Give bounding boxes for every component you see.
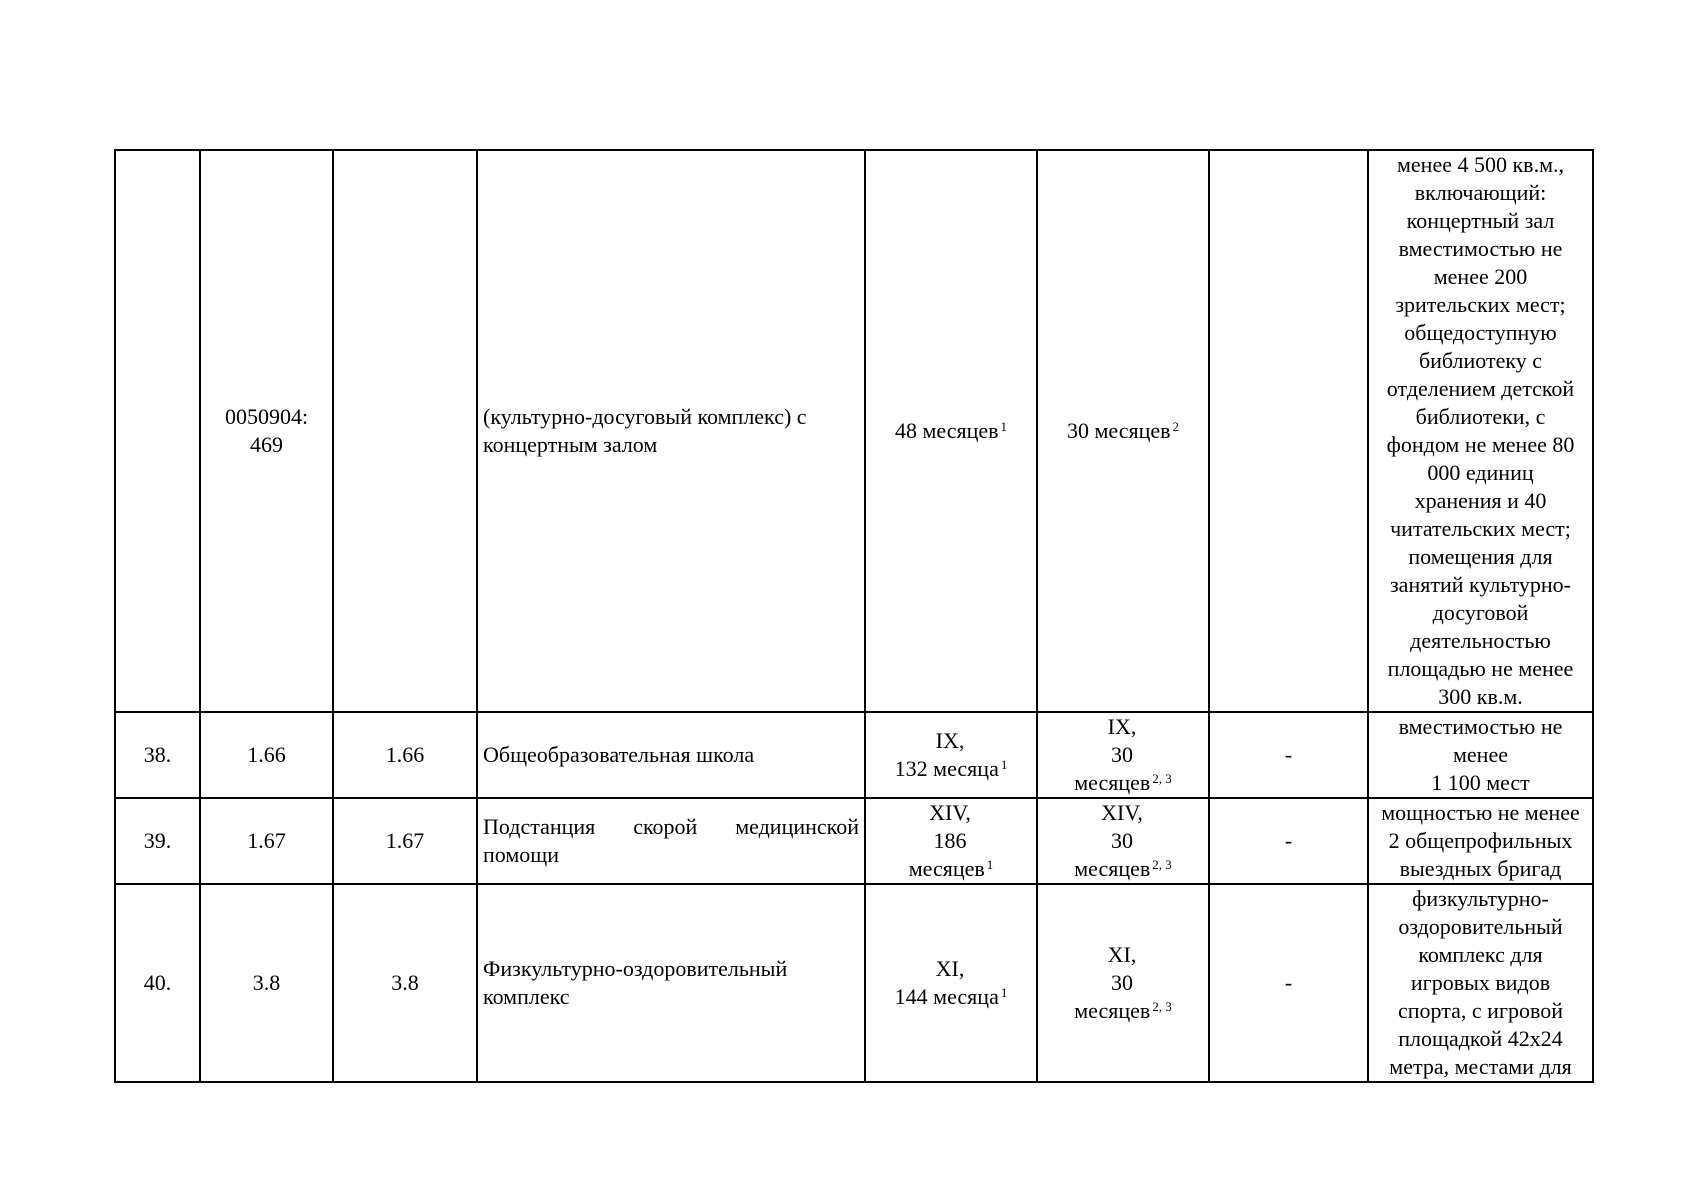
footnote-mark: [1133, 743, 1135, 758]
term-text: месяцев: [1074, 856, 1151, 881]
table-row: [115, 712, 1593, 798]
description-cell: [1368, 150, 1593, 712]
description-line: 000 единиц: [1427, 460, 1534, 485]
term-line: [1043, 969, 1203, 997]
description-line: хранения и 40: [1414, 488, 1547, 513]
term-line: [1043, 417, 1203, 445]
object-name-line: Физкультурно-оздоровительный: [483, 956, 788, 981]
description-line: библиотеку с: [1418, 348, 1543, 373]
term-text: 30: [1111, 742, 1133, 767]
description-line: метра, местами для: [1389, 1054, 1572, 1079]
term-cell-2: [1037, 712, 1209, 798]
footnote-mark: 1: [986, 857, 994, 872]
description-line: концертный зал: [1406, 208, 1555, 233]
term-line: [871, 983, 1031, 1011]
term-line: [1043, 769, 1203, 797]
row-number-cell: [115, 150, 200, 712]
term-line: [871, 755, 1031, 783]
description-cell: [1368, 884, 1593, 1082]
description-line: мощностью не менее: [1381, 800, 1580, 825]
cadastral-number-cell: [200, 712, 333, 798]
description-line: занятий культурно-: [1389, 572, 1572, 597]
description-line: досуговой: [1432, 600, 1529, 625]
description-line: включающий:: [1414, 180, 1547, 205]
term-line: [871, 417, 1031, 445]
footnote-mark: [967, 829, 969, 844]
description-line: 300 кв.м.: [1438, 684, 1523, 709]
term-text: IX,: [1107, 714, 1137, 739]
cadastral-number-cell: [200, 798, 333, 884]
footnote-mark: [1133, 829, 1135, 844]
description-line: помещения для: [1408, 544, 1553, 569]
extra-cell: -: [1209, 798, 1368, 884]
description-line: 1 100 мест: [1431, 770, 1530, 795]
term-cell-2: [1037, 884, 1209, 1082]
description-cell: [1368, 798, 1593, 884]
plan-number-cell: 1.67: [333, 798, 477, 884]
row-number-cell: 40.: [115, 884, 200, 1082]
term-text: 30: [1111, 828, 1133, 853]
plan-number-cell: 3.8: [333, 884, 477, 1082]
term-line: [871, 855, 1031, 883]
plan-number-cell: 1.66: [333, 712, 477, 798]
description-line: читательских мест;: [1390, 516, 1571, 541]
description-line: библиотеки, с: [1415, 404, 1546, 429]
footnote-mark: 2, 3: [1152, 771, 1172, 786]
term-text: месяцев: [1074, 770, 1151, 795]
description-line: вместимостью не: [1398, 714, 1563, 739]
table-row: [115, 884, 1593, 1082]
footnote-mark: [1133, 971, 1135, 986]
description-line: выездных бригад: [1399, 856, 1562, 881]
description-line: менее: [1453, 742, 1508, 767]
table-row: [115, 798, 1593, 884]
term-cell-2: [1037, 150, 1209, 712]
object-name-line: помощи: [483, 842, 559, 867]
object-name-line: Подстанция скорой медицинской: [483, 814, 859, 839]
extra-cell: -: [1209, 712, 1368, 798]
object-name-cell: [477, 712, 865, 798]
term-line: [1043, 713, 1203, 741]
term-text: 30 месяцев: [1066, 418, 1171, 443]
footnote-mark: 2: [1172, 419, 1180, 434]
footnote-mark: 2, 3: [1152, 857, 1172, 872]
footnote-mark: 1: [1000, 757, 1008, 772]
description-line: комплекс для: [1418, 942, 1543, 967]
cadastral-number-line: 469: [250, 432, 283, 457]
footnote-mark: [1136, 943, 1138, 958]
term-line: [1043, 997, 1203, 1025]
term-line: [1043, 827, 1203, 855]
cadastral-number-line: 1.67: [247, 828, 286, 853]
description-cell: [1368, 712, 1593, 798]
term-text: 186: [933, 828, 967, 853]
table-row: [115, 150, 1593, 712]
term-line: [871, 955, 1031, 983]
description-line: 2 общепрофильных: [1388, 828, 1573, 853]
footnote-mark: [964, 957, 966, 972]
description-line: вместимостью не: [1398, 236, 1563, 261]
term-text: 132 месяца: [894, 756, 999, 781]
description-line: площадью не менее: [1387, 656, 1574, 681]
footnote-mark: [971, 801, 973, 816]
object-name-line: Общеобразовательная школа: [483, 742, 755, 767]
cadastral-number-cell: [200, 884, 333, 1082]
term-text: XI,: [1107, 942, 1137, 967]
extra-cell: [1209, 150, 1368, 712]
objects-table: [114, 149, 1594, 1083]
description-line: игровых видов: [1410, 970, 1551, 995]
term-line: [1043, 855, 1203, 883]
row-number-cell: 39.: [115, 798, 200, 884]
term-line: [1043, 799, 1203, 827]
term-cell-1: [865, 884, 1037, 1082]
term-text: 48 месяцев: [894, 418, 999, 443]
object-name-cell: [477, 798, 865, 884]
footnote-mark: 1: [1000, 419, 1008, 434]
footnote-mark: [964, 729, 966, 744]
term-cell-1: [865, 150, 1037, 712]
plan-number-cell: [333, 150, 477, 712]
description-line: общедоступную: [1404, 320, 1557, 345]
object-name-line: концертным залом: [483, 432, 658, 457]
term-text: месяцев: [1074, 998, 1151, 1023]
object-name-line: комплекс: [483, 984, 570, 1009]
term-cell-2: [1037, 798, 1209, 884]
footnote-mark: [1143, 801, 1145, 816]
cadastral-number-line: 1.66: [247, 742, 286, 767]
cadastral-number-line: 0050904:: [224, 404, 309, 429]
footnote-mark: [1136, 715, 1138, 730]
term-line: [1043, 941, 1203, 969]
object-name-cell: [477, 150, 865, 712]
description-line: отделением детской: [1386, 376, 1575, 401]
cadastral-number-line: 3.8: [252, 970, 281, 995]
term-text: 144 месяца: [894, 984, 999, 1009]
term-line: [871, 727, 1031, 755]
description-line: менее 4 500 кв.м.,: [1397, 152, 1564, 177]
term-line: [1043, 741, 1203, 769]
object-name-cell: [477, 884, 865, 1082]
description-line: площадкой 42х24: [1398, 1026, 1563, 1051]
description-line: физкультурно-: [1412, 886, 1549, 911]
extra-cell: -: [1209, 884, 1368, 1082]
cadastral-number-cell: [200, 150, 333, 712]
row-number-cell: 38.: [115, 712, 200, 798]
term-text: XI,: [935, 956, 965, 981]
term-text: IX,: [935, 728, 965, 753]
footnote-mark: 2, 3: [1152, 999, 1172, 1014]
term-line: [871, 827, 1031, 855]
description-line: деятельностью: [1410, 628, 1551, 653]
description-line: спорта, с игровой: [1398, 998, 1563, 1023]
term-line: [871, 799, 1031, 827]
object-name-line: (культурно-досуговый комплекс) с: [483, 404, 807, 429]
term-text: месяцев: [908, 856, 985, 881]
term-cell-1: [865, 712, 1037, 798]
term-text: XIV,: [1101, 800, 1143, 825]
term-text: XIV,: [929, 800, 971, 825]
term-cell-1: [865, 798, 1037, 884]
term-text: 30: [1111, 970, 1133, 995]
description-line: оздоровительный: [1398, 914, 1563, 939]
description-line: фондом не менее 80: [1386, 432, 1575, 457]
description-line: зрительских мест;: [1395, 292, 1566, 317]
description-line: менее 200: [1433, 264, 1528, 289]
footnote-mark: 1: [1000, 985, 1008, 1000]
